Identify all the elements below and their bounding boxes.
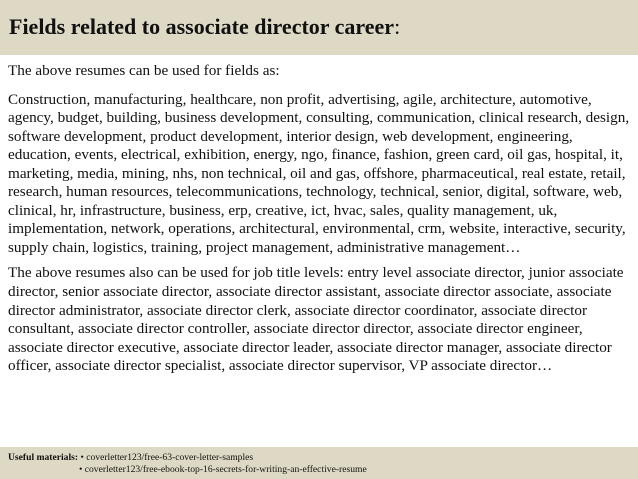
footer-row-2 [79, 464, 367, 476]
page-title-text: Fields related to associate director career [9, 14, 395, 39]
useful-materials-label: Useful materials: [8, 452, 79, 463]
title-bar [0, 0, 638, 55]
footer-link-resume-ebook[interactable]: • coverletter123/free-ebook-top-16-secrets-for-writing-an-effective-resume [79, 464, 367, 475]
footer-link-cover-letter-samples[interactable]: • coverletter123/free-63-cover-letter-samples [80, 452, 254, 463]
page-title [9, 14, 400, 40]
footer [0, 447, 638, 479]
fields-paragraph: Construction, manufacturing, healthcare, non profit, advertising, agile, architecture, automotive, agency, budget, building, business development, consulting, communication, clinical research, design, software development, product development, interior design, web development, engineering, education, events, electrical, exhibition, energy, ngo, finance, fashion, green card, oil gas, hospital, it, marketing, media, mining, nhs, non technical, oil and gas, offshore, pharmaceutical, real estate, retail, research, human resources, telecommunications, technology, technical, senior, digital, software, web, clinical, hr, infrastructure, business, erp, creative, ict, hvac, sales, quality management, uk, implementation, network, operations, architectural, environmental, crm, website, interactive, security, supply chain, logistics, training, project management, administrative management… [8, 90, 630, 256]
body-content [8, 62, 633, 376]
page-title-colon: : [394, 14, 401, 39]
job-levels-paragraph: The above resumes also can be used for job title levels: entry level associate director, junior associate director, senior associate director, associate director assistant, associate director associate, associate director administrator, associate director clerk, associate director coordinator, associate director consultant, associate director controller, associate director director, associate director engineer, associate director executive, associate director leader, associate director manager, associate director officer, associate director specialist, associate director supervisor, VP associate director… [8, 264, 624, 375]
intro-paragraph: The above resumes can be used for fields as: [8, 62, 280, 79]
footer-row-1 [8, 452, 253, 464]
